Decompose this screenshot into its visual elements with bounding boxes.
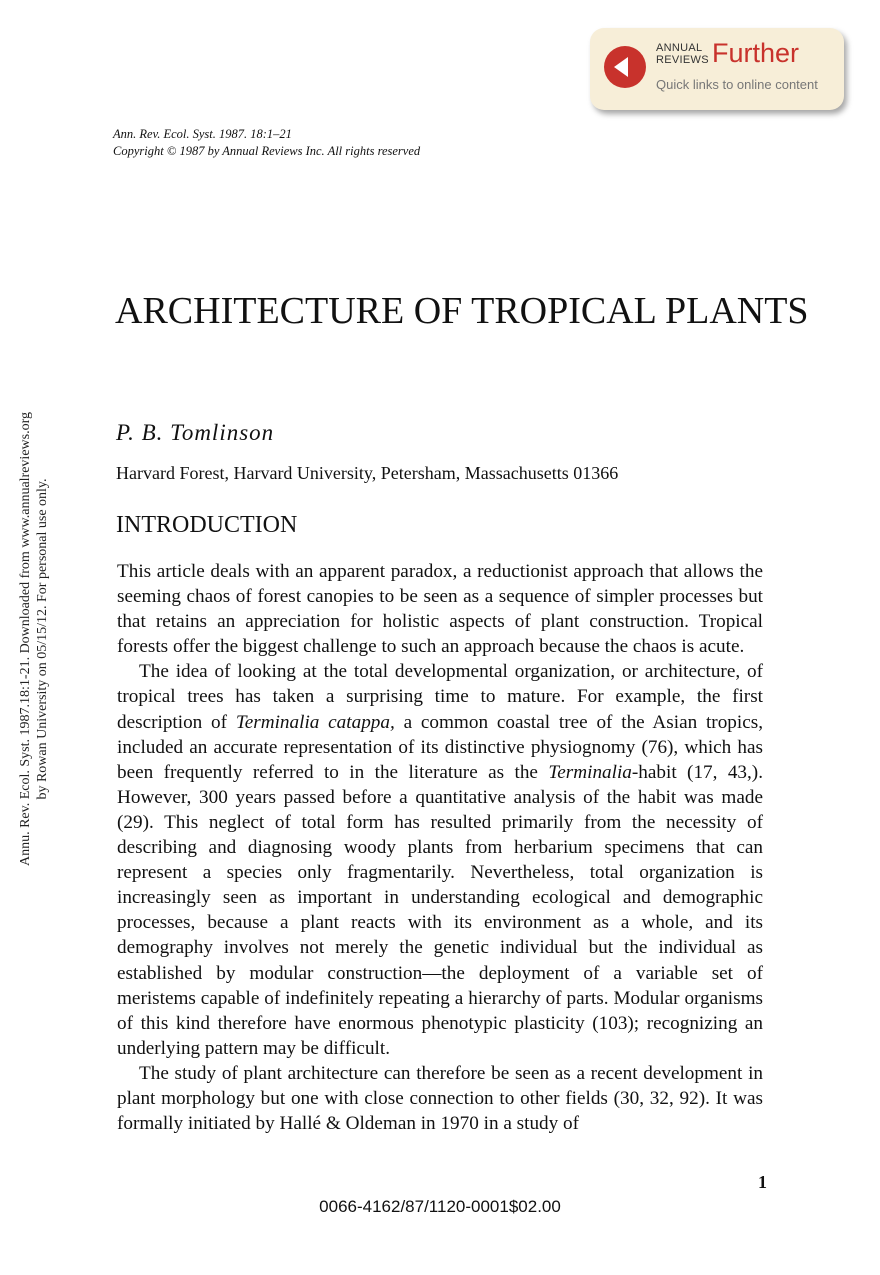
paragraph-1: This article deals with an apparent paradox, a reductionist approach that allows the seeming chaos of forest canopies to be seen as a sequence of simpler processes but that retains an appreciation for holistic aspects of plant construction. Tropical forests offer the biggest challenge to such an approach because the chaos is acute. (117, 561, 763, 658)
back-arrow-icon (604, 46, 646, 88)
journal-copyright: Copyright © 1987 by Annual Reviews Inc. All rights reserved (113, 144, 421, 158)
banner-publisher (656, 42, 709, 66)
paragraph-2 (117, 659, 763, 1061)
journal-citation: Ann. Rev. Ecol. Syst. 1987. 18:1–21 (113, 127, 292, 141)
banner-tagline: Quick links to online content (656, 77, 818, 92)
banner-further: Further (712, 38, 800, 68)
banner-annual: ANNUAL (656, 42, 703, 54)
article-author: P. B. Tomlinson (116, 420, 275, 445)
banner-reviews: REVIEWS (656, 54, 709, 66)
article-body (117, 559, 763, 1136)
paragraph-2-part-b: a common coastal tree of the Asian tropics, included an accurate representation of its distinctive physiognomy (76), which has been frequently referred to in the literature as the (117, 711, 763, 783)
download-notice (17, 239, 51, 1039)
download-notice-line2: by Rowan University on 05/15/12. For personal use only. (35, 478, 50, 800)
habit-name: Terminalia- (548, 761, 639, 783)
article-code: 0066-4162/87/1120-0001$02.00 (319, 1197, 561, 1216)
annual-reviews-further-banner[interactable] (590, 28, 844, 110)
page-number: 1 (758, 1172, 767, 1192)
journal-header (113, 126, 420, 160)
species-name: Terminalia catappa, (235, 711, 395, 733)
download-notice-line1: Annu. Rev. Ecol. Syst. 1987.18:1-21. Downloaded from www.annualreviews.org (18, 411, 33, 867)
article-title: ARCHITECTURE OF TROPICAL PLANTS (115, 290, 809, 332)
paragraph-2-part-a: The idea of looking at the total developmental organization, or architecture, of tropical trees has taken a surprising time to mature. For example, the first description of (117, 661, 763, 733)
section-heading: INTRODUCTION (116, 512, 298, 538)
author-affiliation: Harvard Forest, Harvard University, Petersham, Massachusetts 01366 (116, 463, 619, 483)
paragraph-3: The study of plant architecture can therefore be seen as a recent development in plant morphology but one with close connection to other fields (30, 32, 92). It was formally initiated by Hallé & Oldeman in 1970 in a study of (117, 1062, 763, 1135)
paragraph-2-part-c: habit (17, 43,). However, 300 years passed before a quantitative analysis of the habit was made (29). This neglect of total form has resulted primarily from the necessity of describing and diagnosing woody plants from herbarium specimens that can represent a species only fragmentarily. Nevertheless, total organization is increasingly seen as important in understanding ecological and demographic processes, because a plant reacts with its environment as a whole, and its demography involves not merely the genetic individual but the individual as established by modular construction—the deployment of a variable set of meristems capable of indefinitely repeating a hierarchy of parts. Modular organisms of this kind therefore have enormous phenotypic plasticity (103); recognizing an underlying pattern may be difficult. (117, 761, 763, 1059)
